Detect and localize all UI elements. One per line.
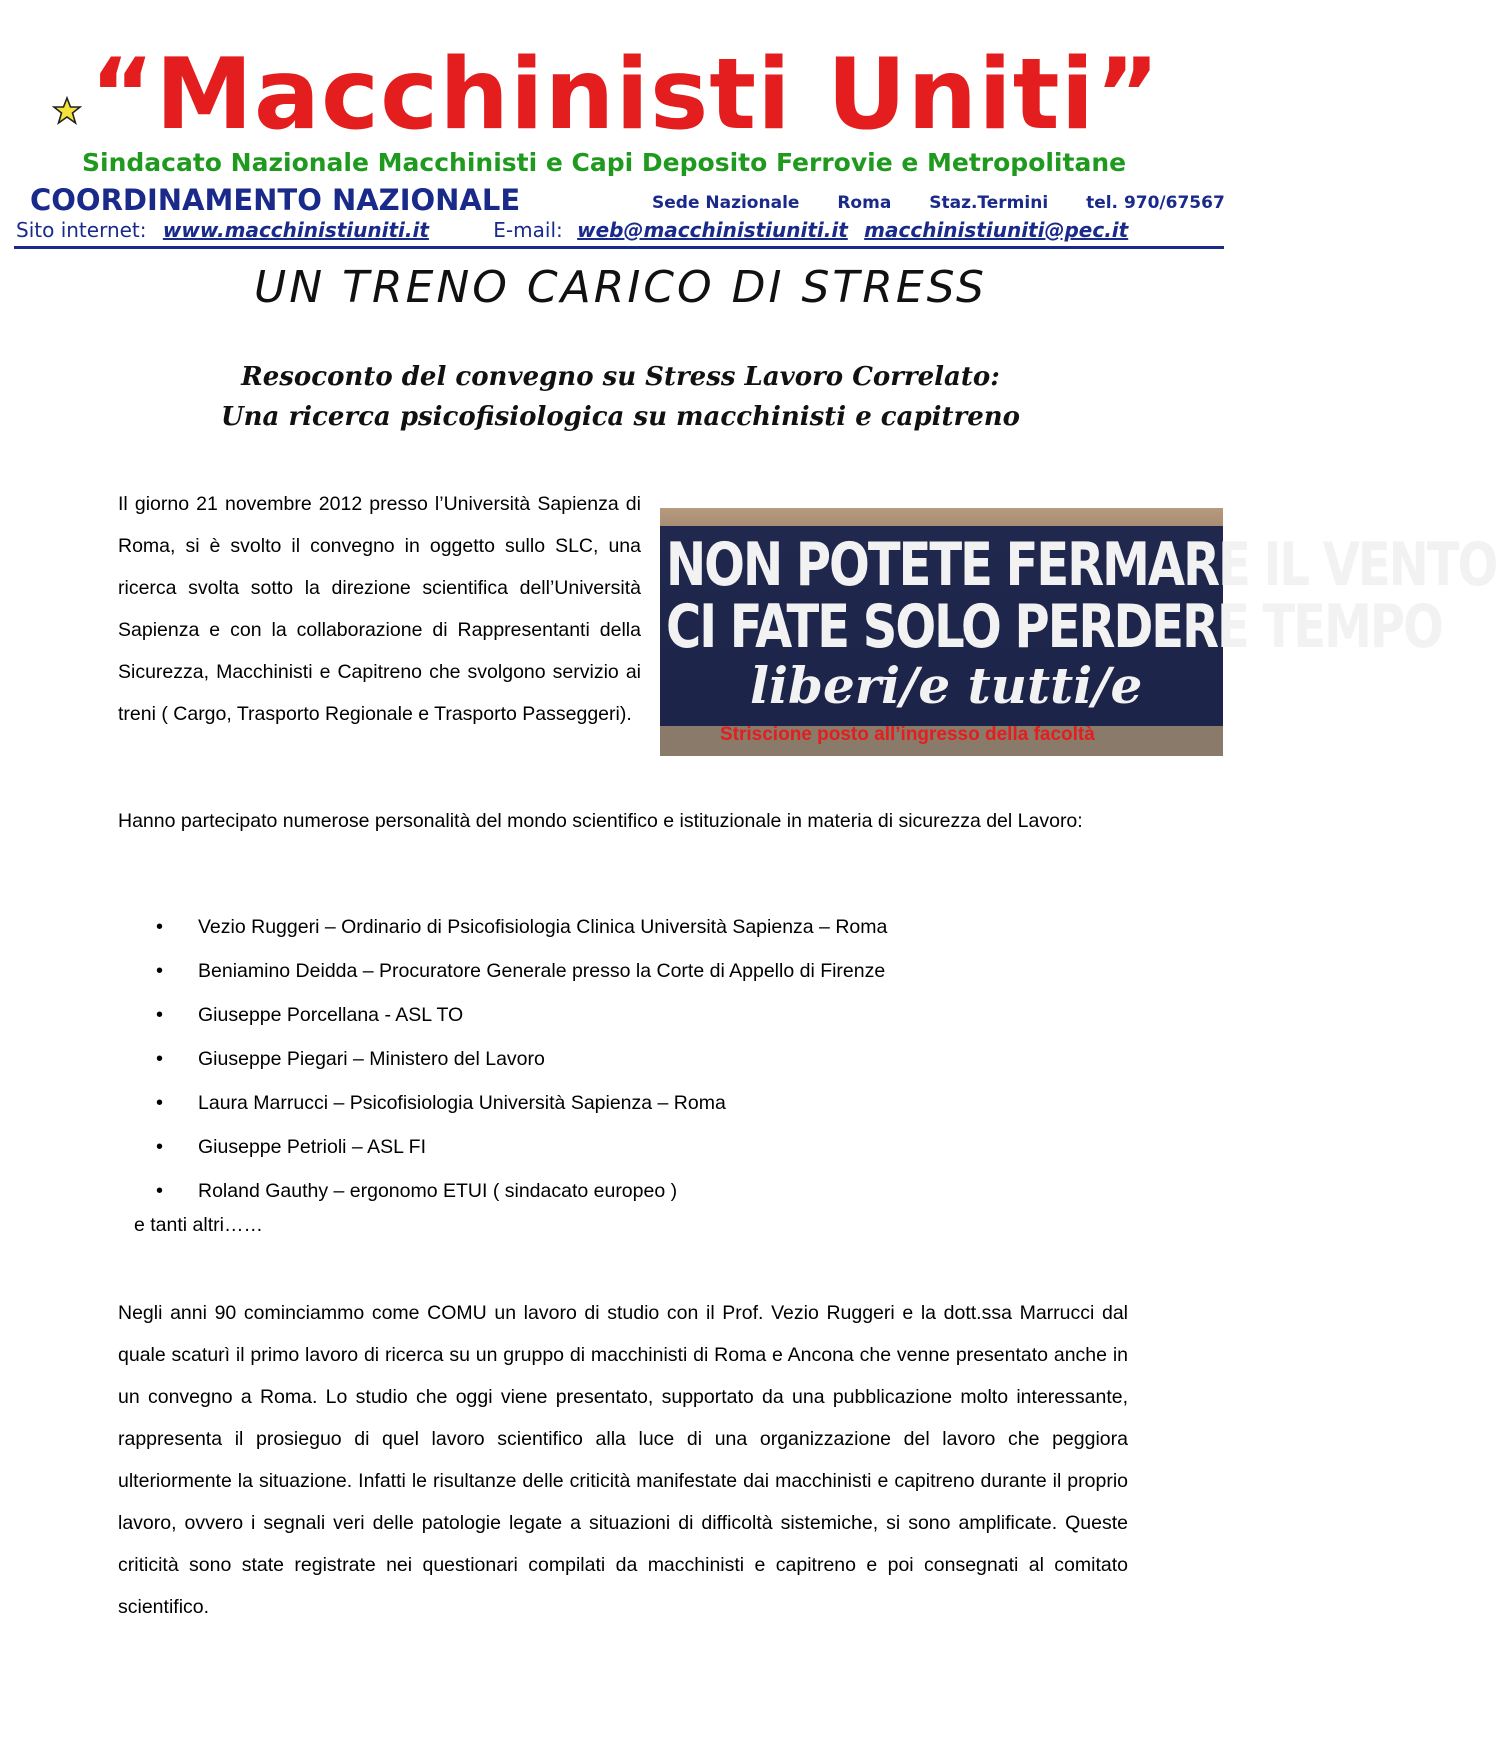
- email-link-pec[interactable]: macchinistiuniti@pec.it: [864, 218, 1129, 242]
- sede-city: Roma: [837, 193, 892, 213]
- site-label: Sito internet:: [16, 218, 147, 242]
- phone-number: tel. 970/67567: [1086, 193, 1225, 213]
- union-subtitle: Sindacato Nazionale Macchinisti e Capi Deposito Ferrovie e Metropolitane: [82, 148, 1127, 177]
- participants-intro: Hanno partecipato numerose personalità del mondo scientifico e istituzionale in materia di sicurezza del Lavoro:: [118, 810, 1083, 832]
- intro-paragraph: Il giorno 21 novembre 2012 presso l’Università Sapienza di Roma, si è svolto il convegno in oggetto sullo SLC, una ricerca svolta sotto la direzione scientifica dell’Università Sapienza e con la collaborazione di Rappresentanti della Sicurezza, Macchinisti e Capitreno che svolgono servizio ai treni ( Cargo, Trasporto Regionale e Trasporto Passeggeri).: [118, 493, 641, 725]
- banner-text-line1: NON POTETE FERMARE IL VENTO: [666, 530, 1496, 600]
- coordination-heading: COORDINAMENTO NAZIONALE: [30, 183, 521, 217]
- report-title-line1: Resoconto del convegno su Stress Lavoro Correlato:: [241, 362, 1000, 392]
- list-item: • Giuseppe Petrioli – ASL FI: [152, 1125, 887, 1169]
- history-paragraph: Negli anni 90 cominciammo come COMU un lavoro di studio con il Prof. Vezio Ruggeri e la dott.ssa Marrucci dal quale scaturì il primo lavoro di ricerca su un gruppo di macchinisti di Roma e Ancona che venne presentato anche in un convegno a Roma. Lo studio che oggi viene presentato, supportato da una pubblicazione molto interessante, rappresenta il prosieguo di quel lavoro scientifico alla luce di una organizzazione del lavoro che peggiora ulteriormente la situazione. Infatti le risultanze delle criticità manifestate dai macchinisti e capitreno durante il proprio lavoro, ovvero i segnali veri delle patologie legate a situazioni di difficoltà sistemiche, si sono amplificate. Queste criticità sono state registrate nei questionari compilati da macchinisti e capitreno e poi consegnati al comitato scientifico.: [118, 1302, 1128, 1618]
- headquarters-info: [652, 193, 1225, 213]
- participants-list: [152, 905, 887, 1213]
- email-link-web[interactable]: web@macchinistiuniti.it: [577, 218, 848, 242]
- sede-label: Sede Nazionale: [652, 193, 800, 213]
- masthead-title: “Macchinisti Uniti”: [90, 38, 1161, 152]
- others-note: e tanti altri……: [134, 1214, 263, 1236]
- contact-line: [16, 218, 1128, 242]
- header-divider: [14, 246, 1224, 249]
- list-item: • Giuseppe Piegari – Ministero del Lavoro: [152, 1037, 887, 1081]
- document-title: UN TRENO CARICO DI STRESS: [254, 262, 987, 313]
- list-item: • Beniamino Deidda – Procuratore Generale presso la Corte di Appello di Firenze: [152, 949, 887, 993]
- list-item: • Roland Gauthy – ergonomo ETUI ( sindacato europeo ): [152, 1169, 887, 1213]
- banner-photo: [660, 508, 1496, 756]
- report-title: [0, 357, 1241, 437]
- sede-station: Staz.Termini: [929, 193, 1049, 213]
- banner-text-line3: liberi/e tutti/e: [750, 656, 1143, 715]
- banner-text-line2: CI FATE SOLO PERDERE TEMPO: [666, 592, 1442, 662]
- report-title-line2: Una ricerca psicofisiologica su macchinisti e capitreno: [220, 402, 1021, 432]
- star-icon: [52, 96, 82, 126]
- photo-caption: Striscione posto all’ingresso della facoltà: [720, 724, 1095, 745]
- email-label: E-mail:: [493, 218, 563, 242]
- list-item: • Vezio Ruggeri – Ordinario di Psicofisiologia Clinica Università Sapienza – Roma: [152, 905, 887, 949]
- site-link[interactable]: www.macchinistiuniti.it: [162, 218, 429, 242]
- list-item: • Giuseppe Porcellana - ASL TO: [152, 993, 887, 1037]
- list-item: • Laura Marrucci – Psicofisiologia Università Sapienza – Roma: [152, 1081, 887, 1125]
